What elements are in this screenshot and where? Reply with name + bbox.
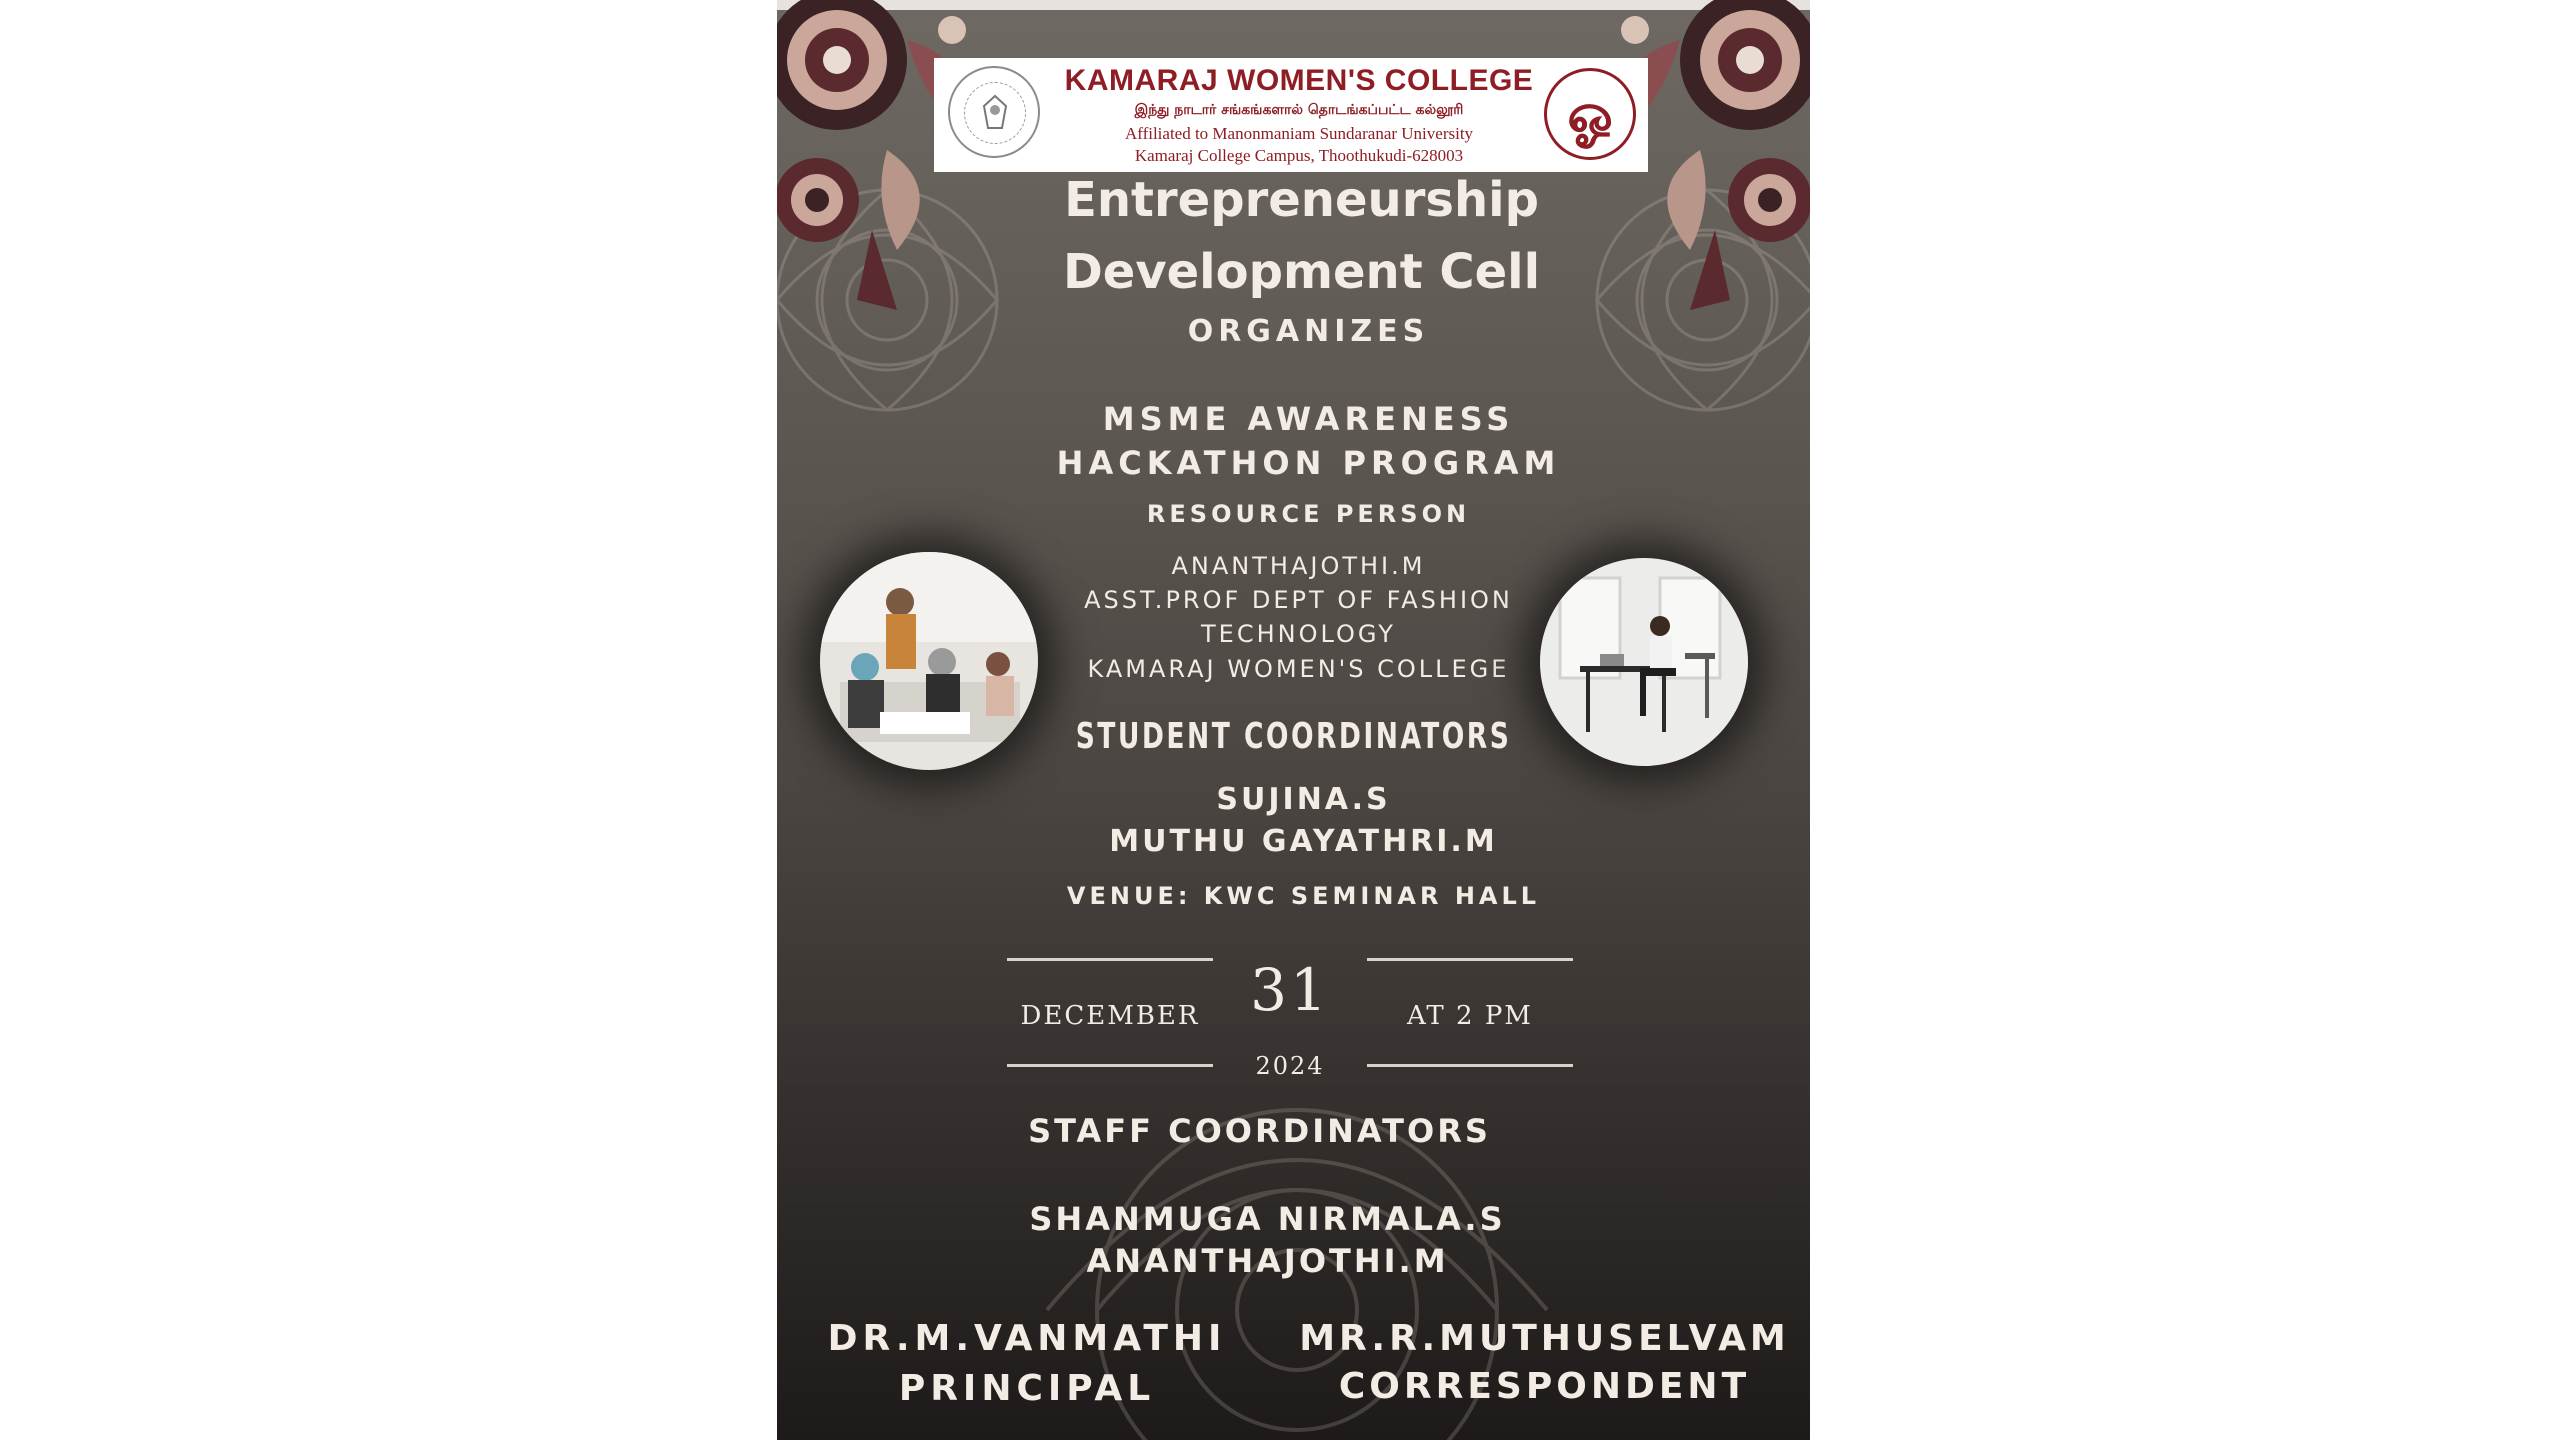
event-poster xyxy=(777,0,1810,1440)
staff-coordinators-heading: STAFF COORDINATORS xyxy=(1028,1112,1491,1150)
staff-coordinator-1: SHANMUGA NIRMALA.S xyxy=(1029,1200,1506,1238)
program-title-line-2: HACKATHON PROGRAM xyxy=(1056,444,1561,482)
date-year: 2024 xyxy=(1255,1052,1325,1080)
organizes-label: ORGANIZES xyxy=(1187,314,1430,349)
student-coordinators-heading: STUDENT COORDINATORS xyxy=(1075,716,1512,757)
venue-text: VENUE: KWC SEMINAR HALL xyxy=(1066,882,1541,910)
tamil-logo-glyph: ஓ xyxy=(1567,82,1613,145)
principal-title: PRINCIPAL xyxy=(898,1368,1156,1409)
correspondent-name: MR.R.MUTHUSELVAM xyxy=(1299,1318,1790,1359)
college-affiliation: Affiliated to Manonmaniam Sundaranar University xyxy=(1124,124,1474,143)
resource-person-heading: RESOURCE PERSON xyxy=(1146,500,1471,528)
resource-person-college: KAMARAJ WOMEN'S COLLEGE xyxy=(1087,655,1510,683)
program-title-line-1: MSME AWARENESS xyxy=(1102,400,1515,438)
student-coordinator-2: MUTHU GAYATHRI.M xyxy=(1109,824,1498,859)
college-address: Kamaraj College Campus, Thoothukudi-628003 xyxy=(1134,146,1464,165)
organizer-line-2: Development Cell xyxy=(1062,244,1541,300)
college-tamil-line: இந்து நாடார் சங்கங்களால் தொடங்கப்பட்ட கல்லூரி xyxy=(1134,102,1464,118)
date-rule-bottom-left xyxy=(1007,1064,1213,1067)
date-day: 31 xyxy=(1250,956,1330,1024)
resource-person-role-1: ASST.PROF DEPT OF FASHION xyxy=(1084,586,1513,614)
seal-emblem-icon xyxy=(980,94,1010,130)
staff-coordinator-2: ANANTHAJOTHI.M xyxy=(1086,1242,1449,1280)
college-seal-logo xyxy=(948,66,1040,158)
tamil-letter-logo xyxy=(1544,68,1636,160)
date-month: DECEMBER xyxy=(1020,1001,1200,1031)
date-rule-top-right xyxy=(1367,958,1573,961)
resource-person-name: ANANTHAJOTHI.M xyxy=(1171,552,1426,580)
college-header-banner xyxy=(934,58,1648,172)
date-rule-bottom-right xyxy=(1367,1064,1573,1067)
college-name: KAMARAJ WOMEN'S COLLEGE xyxy=(1064,64,1534,97)
organizer-line-1: Entrepreneurship xyxy=(1064,172,1539,228)
principal-name: DR.M.VANMATHI xyxy=(827,1318,1227,1359)
resource-person-role-2: TECHNOLOGY xyxy=(1201,620,1396,648)
student-coordinator-1: SUJINA.S xyxy=(1216,782,1391,817)
date-rule-top-left xyxy=(1007,958,1213,961)
correspondent-title: CORRESPONDENT xyxy=(1338,1366,1751,1407)
event-time: AT 2 PM xyxy=(1407,1001,1533,1031)
